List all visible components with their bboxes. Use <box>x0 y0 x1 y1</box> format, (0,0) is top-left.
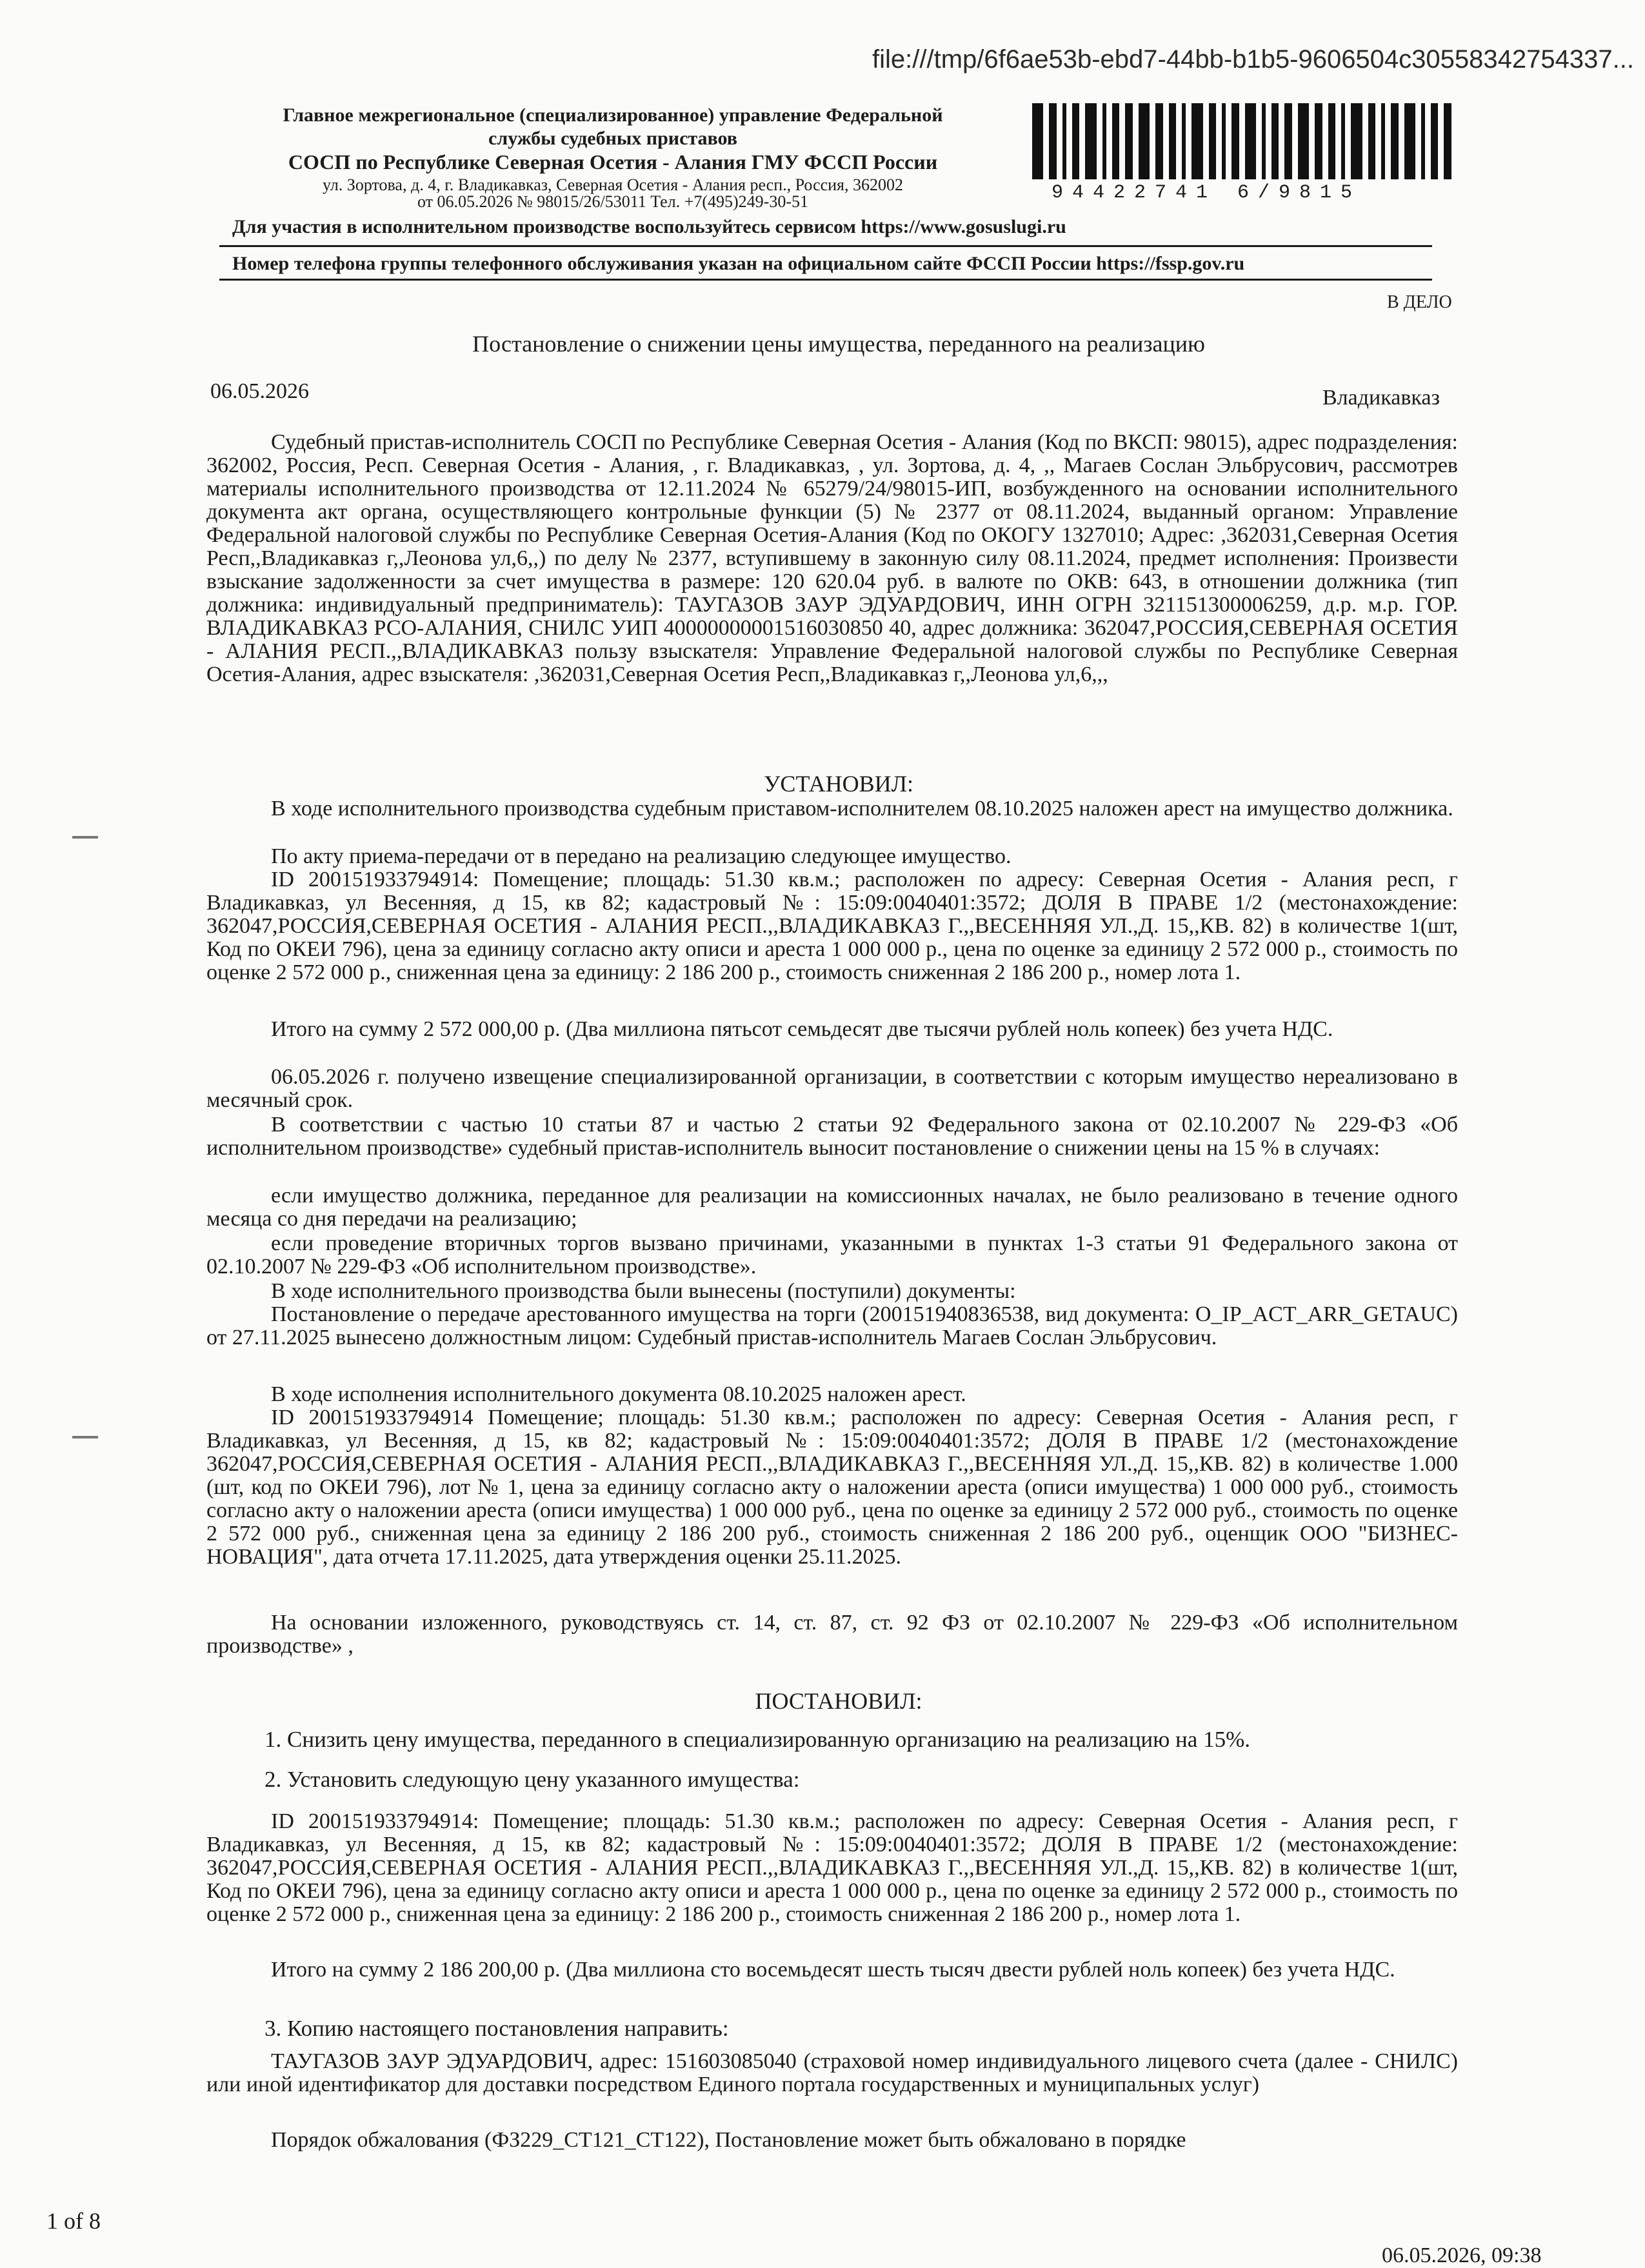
document-city: Владикавказ <box>1322 386 1440 410</box>
org-name-line1: Главное межрегиональное (специализированное) управление Федеральной <box>283 104 943 126</box>
decision-item-1: 1. Снизить цену имущества, переданного в специализированную организацию на реализацию на 15%. <box>264 1727 1250 1752</box>
scan-mark <box>72 836 98 839</box>
established-heading: УСТАНОВИЛ: <box>763 771 914 797</box>
intro-paragraph: Судебный пристав-исполнитель СОСП по Республике Северная Осетия - Алания (Код по ВКСП: 98015), адрес подразделения: 362002, Россия, Респ. Северная Осетия - Алания, , г. Владикавказ, , ул. Зортова, д. 4, ,, Магаев Сослан Эльбрусович, рассмотрев материалы исполнительного производства от 12.11.2024 № 65279/24/98015-ИП, возбужденного на основании исполнительного документа акт органа, осуществляющего контрольные функции (5) № 2377 от 08.11.2024, выданный органом: Управление Федеральной налоговой службы по Республике Северная Осетия-Алания (Код по ОКОГУ 1327010; Адрес: ,362031,Северная Осетия Респ,,Владикавказ г,,Леонова ул,6,,) по делу № 2377, вступившему в законную силу 08.11.2024, предмет исполнения: Произвести взыскание задолженности за счет имущества в размере: 120 620.04 руб. в валюте по ОКВ: 643, в отношении должника (тип должника: индивидуальный предприниматель): ТАУГАЗОВ ЗАУР ЭДУАРДОВИЧ, ИНН ОГРН 321151300006259, д.р. м.р. ГОР. ВЛАДИКАВКАЗ РСО-АЛАНИЯ, СНИЛС УИП 40000000001516030850 40, адрес должника: 362047,РОССИЯ,СЕВЕРНАЯ ОСЕТИЯ - АЛАНИЯ РЕСП.,,ВЛАДИКАВКАЗ пользу взыскателя: Управление Федеральной налоговой службы по Республике Северная Осетия-Алания, адрес взыскателя: ,362031,Северная Осетия Респ,,Владикавказ г,,Леонова ул,6,,, <box>206 430 1458 686</box>
recipient-paragraph: ТАУГАЗОВ ЗАУР ЭДУАРДОВИЧ, адрес: 151603085040 (страховой номер индивидуального лицевого счета (далее - СНИЛС) или иной идентификатор для доставки посредством Единого портала государственных и муниципальных услуг) <box>206 2049 1458 2096</box>
fssp-notice: Номер телефона группы телефонного обслуживания указан на официальном сайте ФССП России https://fssp.gov.ru <box>232 253 1245 274</box>
document-date: 06.05.2026 <box>210 379 309 403</box>
org-name-line2: службы судебных приставов <box>488 128 737 149</box>
paragraph-law: В соответствии с частью 10 статьи 87 и частью 2 статьи 92 Федерального закона от 02.10.2007 № 229-ФЗ «Об исполнительном производстве» судебный пристав-исполнитель выносит постановление о снижении цены на 15 % в случаях: <box>206 1113 1458 1160</box>
org-address: ул. Зортова, д. 4, г. Владикавказ, Северная Осетия - Алания респ., Россия, 362002 <box>322 175 904 194</box>
doc-date-phone: от 06.05.2026 № 98015/26/53011 Тел. +7(495)249-30-51 <box>417 192 808 211</box>
print-timestamp: 06.05.2026, 09:38 <box>1382 2243 1542 2267</box>
decision-item-2: 2. Установить следующую цену указанного имущества: <box>264 1767 800 1792</box>
org-name-line3: СОСП по Республике Северная Осетия - Алания ГМУ ФССП России <box>288 150 938 174</box>
file-url: file:///tmp/6f6ae53b-ebd7-44bb-b1b5-9606504c30558342754337... <box>872 45 1634 74</box>
paragraph-notice: 06.05.2026 г. получено извещение специализированной организации, в соответствии с которым имущество нереализовано в месячный срок. <box>206 1065 1458 1112</box>
paragraph-case2: если проведение вторичных торгов вызвано причинами, указанными в пунктах 1-3 статьи 91 Федерального закона от 02.10.2007 № 229-ФЗ «Об исполнительном производстве». <box>206 1231 1458 1278</box>
scan-mark <box>72 1436 98 1438</box>
paragraph-case1: если имущество должника, переданное для реализации на комиссионных началах, не было реализовано в течение одного месяца со дня передачи на реализацию; <box>206 1184 1458 1231</box>
decision-item-3: 3. Копию настоящего постановления направить: <box>264 2016 729 2041</box>
paragraph-basis: На основании изложенного, руководствуясь ст. 14, ст. 87, ст. 92 ФЗ от 02.10.2007 № 229-ФЗ «Об исполнительном производстве» , <box>206 1611 1458 1658</box>
paragraph-property: ID 200151933794914: Помещение; площадь: 51.30 кв.м.; расположен по адресу: Северная Осетия - Алания респ, г Владикавказ, ул Весенняя, д 15, кв 82; кадастровый №: 15:09:0040401:3572; ДОЛЯ В ПРАВЕ 1/2 (местонахождение: 362047,РОССИЯ,СЕВЕРНАЯ ОСЕТИЯ - АЛАНИЯ РЕСП.,,ВЛАДИКАВКАЗ Г.,,ВЕСЕННЯЯ УЛ.,Д. 15,,КВ. 82) в количестве 1(шт, Код по ОКЕИ 796), цена за единицу согласно акту описи и ареста 1 000 000 р., цена по оценке за единицу 2 572 000 р., стоимость по оценке 2 572 000 р., сниженная цена за единицу: 2 186 200 р., стоимость сниженная 2 186 200 р., номер лота 1. <box>206 868 1458 984</box>
barcode <box>1032 103 1451 179</box>
paragraph-total: Итого на сумму 2 572 000,00 р. (Два миллиона пятьсот семьдесят две тысячи рублей ноль копеек) без учета НДС. <box>271 1017 1333 1041</box>
decision-property: ID 200151933794914: Помещение; площадь: 51.30 кв.м.; расположен по адресу: Северная Осетия - Алания респ, г Владикавказ, ул Весенняя, д 15, кв 82; кадастровый №: 15:09:0040401:3572; ДОЛЯ В ПРАВЕ 1/2 (местонахождение: 362047,РОССИЯ,СЕВЕРНАЯ ОСЕТИЯ - АЛАНИЯ РЕСП.,,ВЛАДИКАВКАЗ Г.,,ВЕСЕННЯЯ УЛ.,Д. 15,,КВ. 82) в количестве 1(шт, Код по ОКЕИ 796), цена за единицу согласно акту описи и ареста 1 000 000 р., цена по оценке за единицу 2 572 000 р., стоимость по оценке 2 572 000 р., сниженная цена за единицу: 2 186 200 р., стоимость сниженная 2 186 200 р., номер лота 1. <box>206 1809 1458 1926</box>
header-rule-top <box>219 245 1432 247</box>
paragraph-auction: Постановление о передаче арестованного имущества на торги (200151940836538, вид документа: O_IP_ACT_ARR_GETAUC) от 27.11.2025 вынесено должностным лицом: Судебный пристав-исполнитель Магаев Сослан Эльбрусович. <box>206 1302 1458 1349</box>
paragraph-property2: ID 200151933794914 Помещение; площадь: 51.30 кв.м.; расположен по адресу: Северная Осетия - Алания респ, г Владикавказ, ул Весенняя, д 15, кв 82; кадастровый №: 15:09:0040401:3572; ДОЛЯ В ПРАВЕ 1/2 (местонахождение 362047,РОССИЯ,СЕВЕРНАЯ ОСЕТИЯ - АЛАНИЯ РЕСП.,,ВЛАДИКАВКАЗ Г.,,ВЕСЕННЯЯ УЛ.,Д. 15,,КВ. 82) в количестве 1.000 (шт, код по ОКЕИ 796), лот № 1, цена за единицу согласно акту о наложении ареста (описи имущества) 1 000 000 руб., стоимость согласно акту о наложении ареста (описи имущества) 1 000 000 руб., цена по оценке за единицу 2 572 000 руб., стоимость по оценке 2 572 000 руб., сниженная цена за единицу 2 186 200 руб., стоимость сниженная 2 186 200 руб., оценщик ООО "БИЗНЕС-НОВАЦИЯ", дата отчета 17.11.2025, дата утверждения оценки 25.11.2025. <box>206 1406 1458 1569</box>
appeal-paragraph: Порядок обжалования (ФЗ229_СТ121_СТ122), Постановление может быть обжаловано в порядке <box>271 2128 1186 2152</box>
paragraph-documents: В ходе исполнительного производства были вынесены (поступили) документы: <box>271 1279 1016 1303</box>
paragraph-transfer: По акту приема-передачи от в передано на реализацию следующее имущество. <box>271 844 1012 868</box>
page-counter: 1 of 8 <box>46 2208 101 2234</box>
decision-total: Итого на сумму 2 186 200,00 р. (Два миллиона сто восемьдесят шесть тысяч двести рублей ноль копеек) без учета НДС. <box>271 1958 1395 1982</box>
barcode-number: 94422741 6/9815 <box>1052 182 1362 204</box>
decided-heading: ПОСТАНОВИЛ: <box>755 1688 922 1714</box>
header-rule-bottom <box>219 279 1432 281</box>
paragraph-arrest: В ходе исполнительного производства судебным приставом-исполнителем 08.10.2025 наложен арест на имущество должника. <box>271 797 1453 821</box>
paragraph-arrest2: В ходе исполнения исполнительного документа 08.10.2025 наложен арест. <box>271 1382 966 1406</box>
v-delo-label: В ДЕЛО <box>1387 292 1452 312</box>
gosuslugi-notice: Для участия в исполнительном производстве воспользуйтесь сервисом https://www.gosuslugi.ru <box>232 216 1066 237</box>
document-title: Постановление о снижении цены имущества, переданного на реализацию <box>472 331 1205 357</box>
